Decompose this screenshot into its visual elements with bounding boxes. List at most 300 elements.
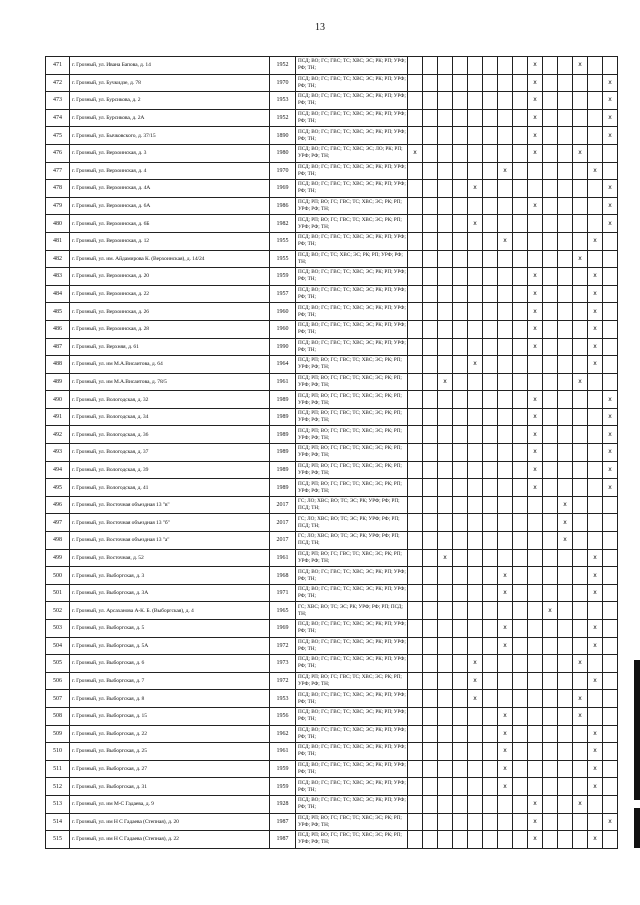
flag-cell [543, 391, 558, 409]
flag-cell [603, 532, 618, 550]
flag-cell [573, 584, 588, 602]
flag-cell [423, 268, 438, 286]
flag-cell [408, 831, 423, 849]
flag-mark: x [543, 602, 558, 620]
systems-cell: ПСД; ВО; ГС; ГВС; ТС; ХВС; ЭС; РК; РП; УРФ; РФ; ТН; [296, 127, 408, 145]
flag-cell [483, 373, 498, 391]
row-number-cell: 498 [46, 532, 70, 550]
year-cell: 1928 [270, 795, 296, 813]
flag-cell [483, 479, 498, 497]
flag-cell [498, 320, 513, 338]
year-cell: 1989 [270, 479, 296, 497]
flag-cell [513, 303, 528, 321]
flag-cell [543, 655, 558, 673]
row-number-cell: 506 [46, 672, 70, 690]
flag-cell [483, 268, 498, 286]
flag-mark: x [573, 655, 588, 673]
flag-cell [423, 620, 438, 638]
address-cell: г. Грозный, ул. Восточная объездная 13 "б" [70, 514, 270, 532]
year-cell: 1961 [270, 743, 296, 761]
flag-cell [558, 391, 573, 409]
table-row [46, 444, 618, 462]
flag-cell [468, 725, 483, 743]
flag-cell [438, 831, 453, 849]
flag-cell [558, 338, 573, 356]
flag-cell [603, 356, 618, 374]
table-row [46, 690, 618, 708]
flag-mark: x [588, 356, 603, 374]
flag-cell [408, 795, 423, 813]
address-cell: г. Грозный, ул. Верхоинская, д. 4А [70, 180, 270, 198]
address-cell: г. Грозный, ул. Верхоинская, д. 28 [70, 320, 270, 338]
flag-mark: x [498, 725, 513, 743]
flag-cell [588, 602, 603, 620]
address-cell: г. Грозный, ул. Ивана Бапова, д. 14 [70, 57, 270, 75]
flag-cell [498, 514, 513, 532]
systems-cell: ПСД; ВО; ГС; ГВС; ТС; ХВС; ЭС; РК; РП; УРФ; РФ; ТН; [296, 109, 408, 127]
flag-cell [558, 215, 573, 233]
flag-mark: x [498, 567, 513, 585]
flag-cell [483, 92, 498, 110]
row-number-cell: 479 [46, 197, 70, 215]
flag-cell [408, 444, 423, 462]
systems-cell: ПСД; РП; ВО; ГС; ГВС; ТС; ХВС; ЭС; РК; РП; УРФ; РФ; ТН; [296, 356, 408, 374]
flag-cell [453, 690, 468, 708]
flag-cell [438, 760, 453, 778]
flag-cell [453, 391, 468, 409]
table-row [46, 180, 618, 198]
flag-cell [543, 74, 558, 92]
flag-mark: x [588, 549, 603, 567]
year-cell: 1989 [270, 444, 296, 462]
flag-cell [408, 373, 423, 391]
flag-mark: x [588, 620, 603, 638]
scan-mark [634, 660, 640, 800]
flag-cell [558, 725, 573, 743]
flag-cell [468, 197, 483, 215]
flag-cell [483, 461, 498, 479]
flag-cell [438, 180, 453, 198]
flag-mark: x [528, 408, 543, 426]
flag-cell [423, 532, 438, 550]
flag-mark: x [573, 707, 588, 725]
flag-cell [498, 795, 513, 813]
flag-mark: x [498, 760, 513, 778]
flag-cell [573, 74, 588, 92]
flag-cell [438, 127, 453, 145]
systems-cell: ПСД; ВО; ГС; ГВС; ТС; ХВС; ЭС; РК; РП; УРФ; РФ; ТН; [296, 268, 408, 286]
flag-mark: x [573, 144, 588, 162]
flag-cell [453, 672, 468, 690]
flag-cell [543, 338, 558, 356]
address-cell: г. Грозный, ул. Выборгская, д. 8 [70, 690, 270, 708]
systems-cell: ПСД; ВО; ГС; ГВС; ТС; ХВС; ЭС; РК; РП; УРФ; РФ; ТН; [296, 320, 408, 338]
flag-cell [498, 215, 513, 233]
flag-cell [408, 232, 423, 250]
flag-cell [558, 813, 573, 831]
flag-cell [543, 514, 558, 532]
flag-cell [438, 426, 453, 444]
flag-cell [468, 57, 483, 75]
flag-cell [543, 180, 558, 198]
flag-cell [543, 373, 558, 391]
flag-cell [468, 144, 483, 162]
flag-cell [423, 690, 438, 708]
flag-cell [588, 57, 603, 75]
flag-cell [468, 795, 483, 813]
table-row [46, 567, 618, 585]
row-number-cell: 511 [46, 760, 70, 778]
flag-cell [483, 127, 498, 145]
row-number-cell: 490 [46, 391, 70, 409]
year-cell: 1986 [270, 197, 296, 215]
flag-mark: x [573, 373, 588, 391]
flag-cell [588, 373, 603, 391]
flag-mark: x [588, 303, 603, 321]
flag-mark: x [588, 760, 603, 778]
flag-cell [513, 725, 528, 743]
flag-cell [588, 215, 603, 233]
table-row [46, 197, 618, 215]
row-number-cell: 476 [46, 144, 70, 162]
systems-cell: ПСД; ВО; ГС; ГВС; ТС; ХВС; ЭС; РК; РП; УРФ; РФ; ТН; [296, 338, 408, 356]
table-row [46, 584, 618, 602]
flag-cell [483, 338, 498, 356]
address-cell: г. Грозный, ул. им Н С Гадаева (Степная), д. 20 [70, 813, 270, 831]
systems-cell: ПСД; РП; ВО; ГС; ГВС; ТС; ХВС; ЭС; РК; РП; УРФ; РФ; ТН; [296, 426, 408, 444]
flag-mark: x [588, 285, 603, 303]
flag-cell [513, 479, 528, 497]
year-cell: 1971 [270, 584, 296, 602]
flag-cell [468, 109, 483, 127]
year-cell: 1982 [270, 215, 296, 233]
systems-cell: ПСД; РП; ВО; ГС; ГВС; ТС; ХВС; ЭС; РК; РП; УРФ; РФ; ТН; [296, 215, 408, 233]
flag-cell [573, 479, 588, 497]
flag-cell [468, 514, 483, 532]
flag-cell [423, 479, 438, 497]
flag-cell [453, 532, 468, 550]
flag-cell [543, 620, 558, 638]
flag-cell [543, 144, 558, 162]
flag-cell [438, 672, 453, 690]
flag-cell [543, 584, 558, 602]
flag-mark: x [603, 215, 618, 233]
flag-cell [483, 567, 498, 585]
flag-cell [528, 496, 543, 514]
flag-mark: x [528, 461, 543, 479]
year-cell: 1957 [270, 285, 296, 303]
flag-cell [603, 57, 618, 75]
year-cell: 1955 [270, 232, 296, 250]
flag-cell [423, 514, 438, 532]
flag-mark: x [498, 637, 513, 655]
flag-cell [528, 373, 543, 391]
flag-cell [453, 373, 468, 391]
flag-cell [513, 197, 528, 215]
flag-cell [423, 831, 438, 849]
systems-cell: ПСД; ВО; ГС; ГВС; ТС; ХВС; ЭС; РК; РП; УРФ; РФ; ТН; [296, 620, 408, 638]
flag-cell [558, 356, 573, 374]
flag-cell [588, 655, 603, 673]
flag-mark: x [528, 268, 543, 286]
flag-cell [453, 549, 468, 567]
row-number-cell: 508 [46, 707, 70, 725]
address-cell: г. Грозный, ул. Выборгская, д. 5А [70, 637, 270, 655]
flag-cell [558, 795, 573, 813]
flag-cell [423, 725, 438, 743]
flag-cell [483, 320, 498, 338]
flag-cell [468, 92, 483, 110]
year-cell: 2017 [270, 514, 296, 532]
year-cell: 1989 [270, 408, 296, 426]
row-number-cell: 501 [46, 584, 70, 602]
flag-cell [468, 162, 483, 180]
flag-cell [573, 461, 588, 479]
flag-cell [423, 461, 438, 479]
flag-mark: x [588, 162, 603, 180]
flag-cell [453, 567, 468, 585]
flag-cell [468, 268, 483, 286]
year-cell: 1969 [270, 180, 296, 198]
address-cell: г. Грозный, ул. Верхоинская, д. 6А [70, 197, 270, 215]
flag-cell [558, 655, 573, 673]
flag-cell [408, 479, 423, 497]
flag-mark: x [468, 690, 483, 708]
flag-cell [543, 707, 558, 725]
flag-cell [558, 74, 573, 92]
flag-cell [558, 831, 573, 849]
flag-mark: x [498, 743, 513, 761]
flag-cell [558, 408, 573, 426]
flag-mark: x [498, 584, 513, 602]
flag-cell [573, 232, 588, 250]
year-cell: 1964 [270, 356, 296, 374]
systems-cell: ПСД; ВО; ГС; ГВС; ТС; ХВС; ЭС; РК; РП; УРФ; РФ; ТН; [296, 567, 408, 585]
flag-cell [513, 496, 528, 514]
flag-cell [483, 109, 498, 127]
flag-cell [453, 356, 468, 374]
year-cell: 1973 [270, 655, 296, 673]
flag-cell [453, 496, 468, 514]
flag-mark: x [588, 232, 603, 250]
flag-cell [498, 109, 513, 127]
row-number-cell: 513 [46, 795, 70, 813]
flag-cell [408, 496, 423, 514]
flag-cell [453, 144, 468, 162]
flag-mark: x [603, 391, 618, 409]
flag-cell [438, 725, 453, 743]
year-cell: 1990 [270, 338, 296, 356]
flag-cell [498, 373, 513, 391]
flag-cell [453, 268, 468, 286]
flag-cell [603, 672, 618, 690]
flag-cell [408, 74, 423, 92]
flag-cell [588, 444, 603, 462]
flag-cell [483, 162, 498, 180]
flag-cell [468, 285, 483, 303]
flag-cell [543, 232, 558, 250]
flag-cell [603, 144, 618, 162]
systems-cell: ПСД; РП; ВО; ГС; ГВС; ТС; ХВС; ЭС; РК; РП; УРФ; РФ; ТН; [296, 197, 408, 215]
flag-mark: x [588, 567, 603, 585]
flag-cell [498, 92, 513, 110]
address-cell: г. Грозный, ул. им М.А.Висаитова, д. 64 [70, 356, 270, 374]
address-cell: г. Грозный, ул. Восточная объездная 13 "а" [70, 532, 270, 550]
flag-cell [498, 461, 513, 479]
flag-mark: x [603, 479, 618, 497]
flag-cell [513, 778, 528, 796]
flag-cell [603, 760, 618, 778]
flag-cell [498, 180, 513, 198]
flag-mark: x [438, 373, 453, 391]
flag-mark: x [603, 426, 618, 444]
systems-cell: ПСД; РП; ВО; ГС; ГВС; ТС; ХВС; ЭС; РК; РП; УРФ; РФ; ТН; [296, 813, 408, 831]
year-cell: 1970 [270, 74, 296, 92]
flag-cell [423, 813, 438, 831]
flag-cell [513, 743, 528, 761]
flag-cell [453, 338, 468, 356]
flag-cell [513, 514, 528, 532]
flag-cell [588, 250, 603, 268]
flag-cell [438, 92, 453, 110]
row-number-cell: 500 [46, 567, 70, 585]
flag-cell [408, 250, 423, 268]
flag-cell [498, 813, 513, 831]
flag-cell [498, 144, 513, 162]
table-row [46, 602, 618, 620]
flag-cell [573, 514, 588, 532]
flag-mark: x [588, 637, 603, 655]
flag-cell [543, 127, 558, 145]
flag-cell [408, 602, 423, 620]
flag-cell [588, 92, 603, 110]
flag-cell [423, 391, 438, 409]
flag-cell [573, 127, 588, 145]
address-cell: г. Грозный, ул. Верхоинская, д. 26 [70, 303, 270, 321]
flag-cell [498, 532, 513, 550]
flag-cell [558, 180, 573, 198]
flag-cell [453, 320, 468, 338]
flag-cell [513, 672, 528, 690]
flag-cell [528, 180, 543, 198]
address-cell: г. Грозный, ул. Арсаханова А-К. Б. (Выборгская), д. 4 [70, 602, 270, 620]
flag-cell [483, 637, 498, 655]
flag-cell [513, 760, 528, 778]
flag-cell [528, 584, 543, 602]
flag-cell [438, 795, 453, 813]
flag-cell [558, 479, 573, 497]
flag-cell [513, 831, 528, 849]
flag-cell [498, 250, 513, 268]
flag-cell [558, 232, 573, 250]
flag-cell [468, 549, 483, 567]
flag-cell [558, 760, 573, 778]
flag-cell [513, 426, 528, 444]
year-cell: 1969 [270, 620, 296, 638]
flag-cell [468, 602, 483, 620]
flag-cell [603, 690, 618, 708]
systems-cell: ПСД; ВО; ГС; ГВС; ТС; ХВС; ЭС; РК; РП; УРФ; РФ; ТН; [296, 584, 408, 602]
flag-cell [543, 250, 558, 268]
flag-cell [513, 215, 528, 233]
flag-cell [603, 778, 618, 796]
flag-cell [603, 831, 618, 849]
flag-cell [453, 162, 468, 180]
flag-cell [543, 778, 558, 796]
flag-cell [423, 92, 438, 110]
flag-cell [408, 57, 423, 75]
row-number-cell: 482 [46, 250, 70, 268]
flag-cell [513, 356, 528, 374]
flag-cell [483, 57, 498, 75]
row-number-cell: 488 [46, 356, 70, 374]
row-number-cell: 486 [46, 320, 70, 338]
flag-cell [453, 743, 468, 761]
systems-cell: ПСД; ВО; ГС; ГВС; ТС; ХВС; ЭС; РК; РП; УРФ; РФ; ТН; [296, 778, 408, 796]
flag-cell [468, 496, 483, 514]
flag-cell [573, 109, 588, 127]
flag-cell [603, 285, 618, 303]
row-number-cell: 491 [46, 408, 70, 426]
year-cell: 1959 [270, 778, 296, 796]
year-cell: 1955 [270, 250, 296, 268]
flag-cell [498, 690, 513, 708]
flag-cell [438, 461, 453, 479]
flag-cell [603, 795, 618, 813]
flag-cell [528, 514, 543, 532]
flag-cell [603, 655, 618, 673]
flag-cell [468, 338, 483, 356]
flag-cell [408, 655, 423, 673]
flag-cell [468, 567, 483, 585]
flag-cell [453, 655, 468, 673]
flag-cell [483, 197, 498, 215]
flag-cell [438, 268, 453, 286]
flag-mark: x [588, 320, 603, 338]
flag-cell [498, 479, 513, 497]
flag-cell [453, 760, 468, 778]
table-row [46, 496, 618, 514]
flag-cell [573, 672, 588, 690]
flag-cell [588, 479, 603, 497]
flag-cell [423, 672, 438, 690]
table-row [46, 707, 618, 725]
flag-cell [528, 743, 543, 761]
address-cell: г. Грозный, ул. им Н С Гадаева (Степная), д. 22 [70, 831, 270, 849]
address-cell: г. Грозный, ул. Выборгская, д. 6 [70, 655, 270, 673]
flag-cell [543, 444, 558, 462]
flag-cell [603, 707, 618, 725]
flag-cell [408, 92, 423, 110]
flag-cell [573, 549, 588, 567]
flag-cell [438, 620, 453, 638]
flag-cell [468, 250, 483, 268]
address-cell: г. Грозный, ул. Верхоинская, д. 6Б [70, 215, 270, 233]
row-number-cell: 484 [46, 285, 70, 303]
flag-cell [438, 109, 453, 127]
flag-cell [513, 584, 528, 602]
flag-cell [498, 391, 513, 409]
systems-cell: ГС; ЛО; ХВС; ВО; ТС; ЭС; РК; УРФ; РФ; РП; ПСД; ТН; [296, 496, 408, 514]
flag-cell [408, 672, 423, 690]
flag-cell [423, 285, 438, 303]
flag-cell [603, 549, 618, 567]
flag-cell [498, 831, 513, 849]
flag-cell [603, 514, 618, 532]
flag-cell [423, 567, 438, 585]
flag-cell [423, 338, 438, 356]
flag-mark: x [528, 444, 543, 462]
